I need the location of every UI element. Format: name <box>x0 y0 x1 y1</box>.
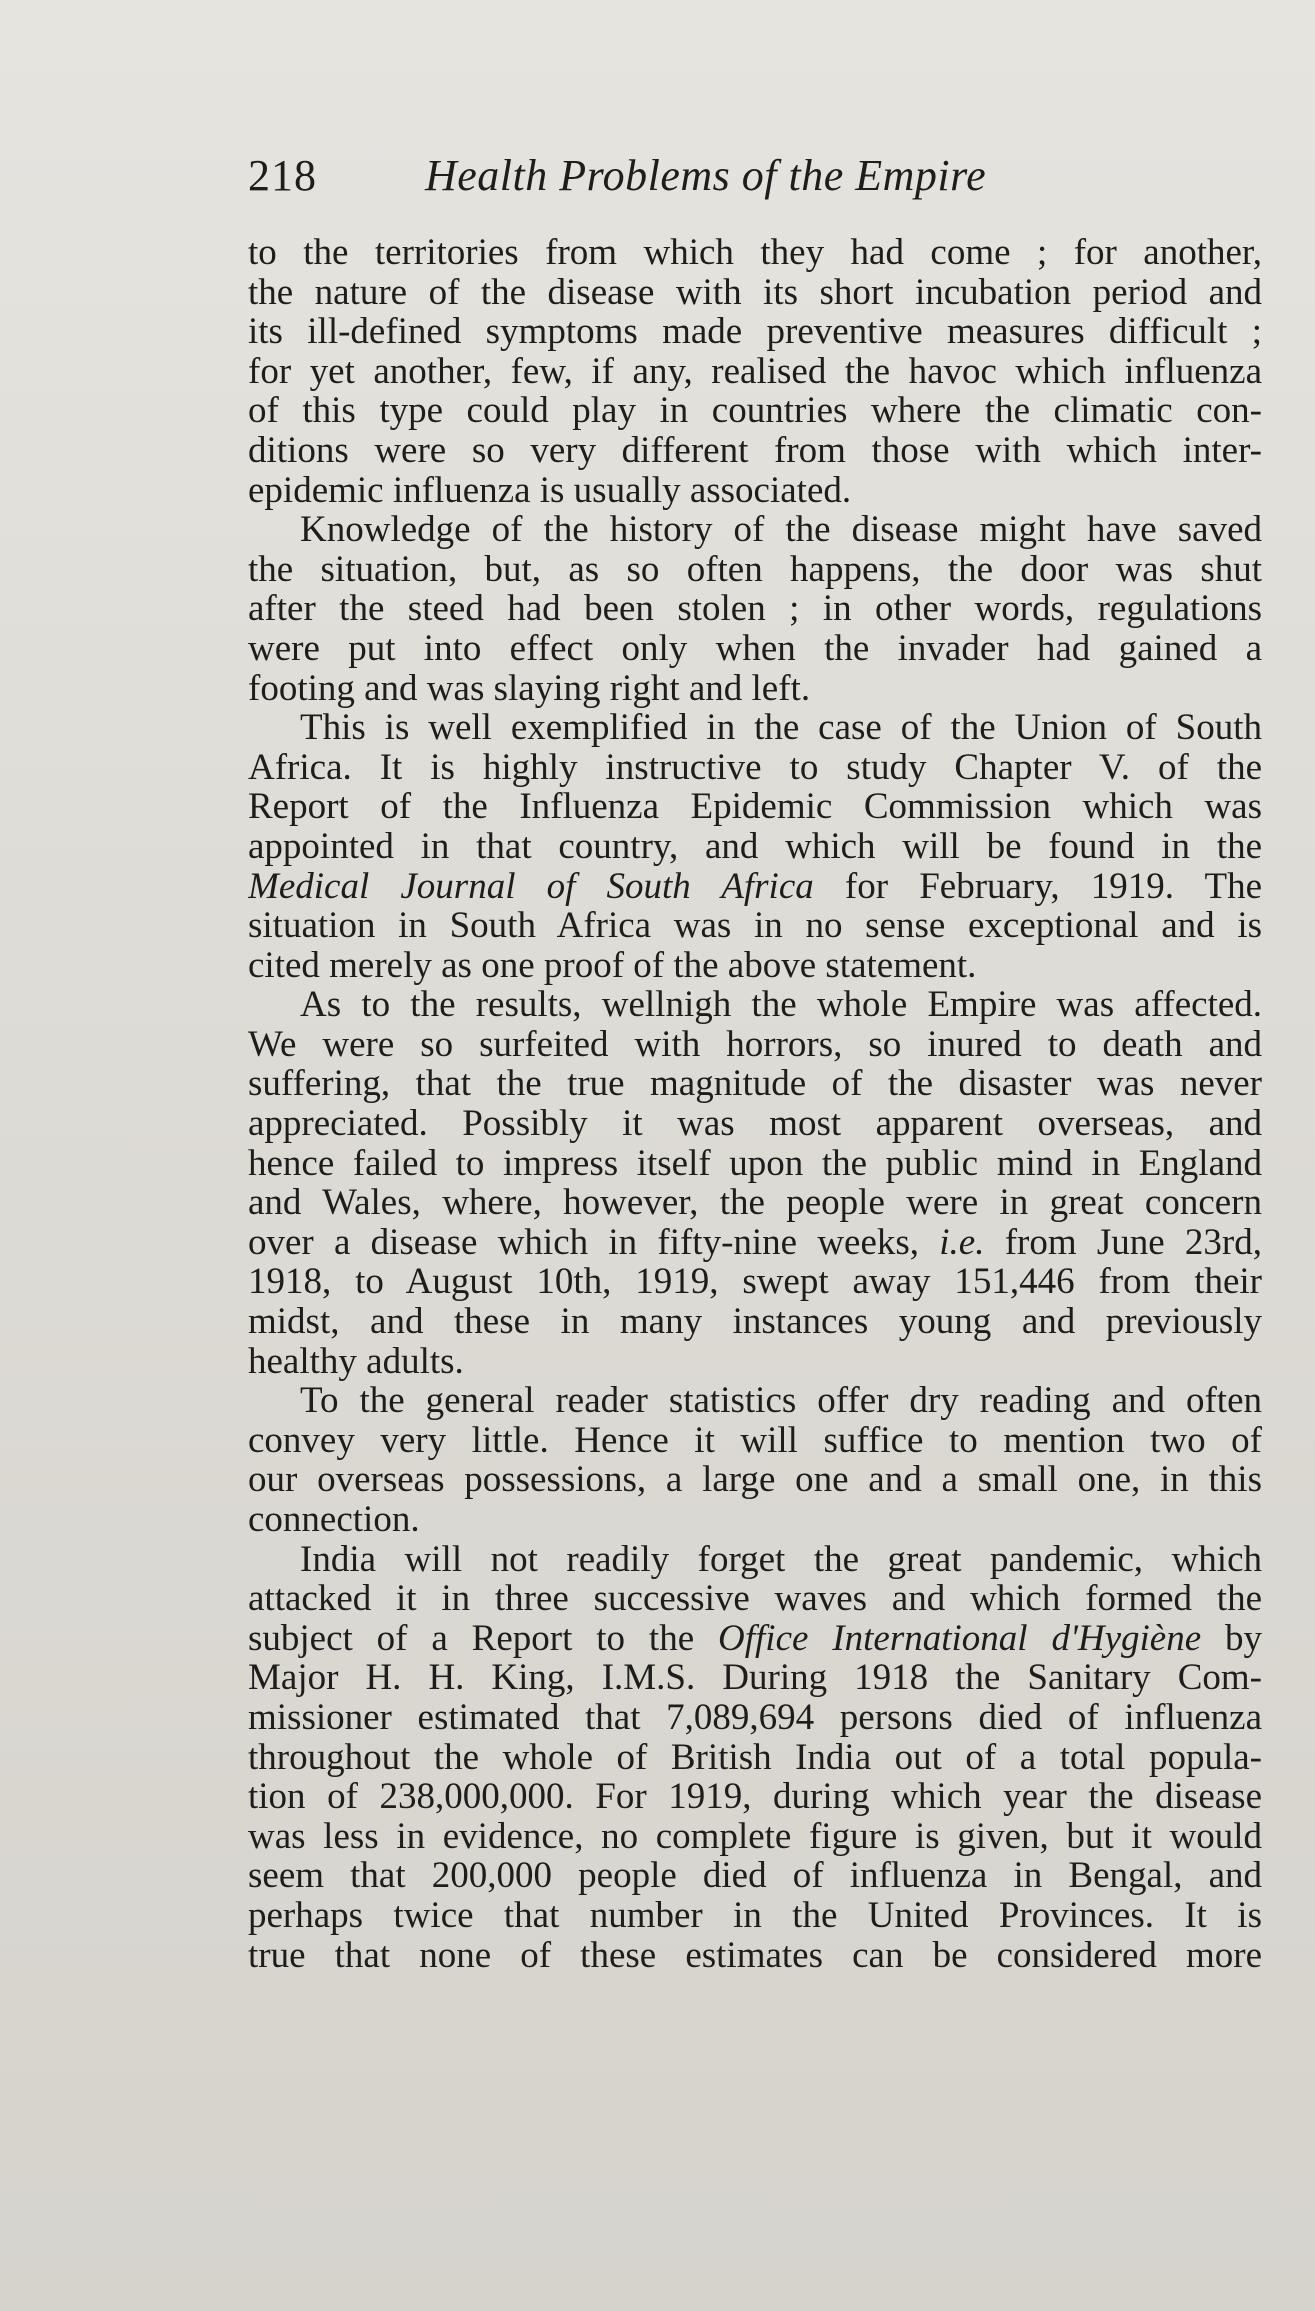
text-segment: attacked it in three successive waves and which formed the <box>248 1579 1262 1619</box>
italic-text: i.e. <box>939 1222 985 1263</box>
text-segment: its ill-defined symptoms made preventive measures difficult ; <box>248 312 1262 352</box>
text-line <box>248 1342 1262 1382</box>
text-segment: hence failed to impress itself upon the public mind in England <box>248 1143 1262 1184</box>
text-line <box>248 629 1262 669</box>
text-segment: true that none of these estimates can be considered more <box>248 1935 1262 1976</box>
text-line <box>248 1738 1262 1778</box>
paragraph <box>248 233 1262 510</box>
text-segment: were put into effect only when the invader had gained a <box>248 628 1262 669</box>
text-line <box>248 1817 1262 1857</box>
text-line <box>248 1698 1262 1738</box>
text-segment: missioner estimated that 7,089,694 persons died of influenza <box>248 1697 1262 1738</box>
text-segment: healthy adults. <box>248 1341 464 1382</box>
text-segment: epidemic influenza is usually associated. <box>248 470 852 511</box>
text-segment: was less in evidence, no complete figure is given, but it would <box>248 1816 1262 1857</box>
text-segment: This is well exemplified in the case of the Union of South <box>300 708 1262 748</box>
text-line <box>248 708 1262 748</box>
text-segment: India will not readily forget the great pandemic, which <box>300 1539 1262 1580</box>
text-line <box>248 1619 1262 1659</box>
text-segment: from June 23rd, <box>984 1222 1262 1263</box>
italic-text: Office International d'Hygiène <box>718 1618 1202 1659</box>
text-line <box>248 1064 1262 1104</box>
text-line <box>248 233 1262 273</box>
text-line <box>248 1104 1262 1144</box>
paragraph <box>248 510 1262 708</box>
text-segment: perhaps twice that number in the United Provinces. It is <box>248 1895 1262 1936</box>
text-segment: of this type could play in countries where the climatic con- <box>248 391 1262 431</box>
text-line <box>248 1302 1262 1342</box>
text-line <box>248 1777 1262 1817</box>
text-line <box>248 1540 1262 1580</box>
paragraph <box>248 1540 1262 1976</box>
text-segment: As to the results, wellnigh the whole Empire was affected. <box>300 985 1262 1025</box>
text-line <box>248 1936 1262 1976</box>
text-segment: 1918, to August 10th, 1919, swept away 151,446 from their <box>248 1262 1262 1303</box>
text-segment: by <box>1201 1618 1262 1659</box>
text-line <box>248 669 1262 709</box>
text-segment: over a disease which in fifty-nine weeks, <box>248 1222 940 1263</box>
text-segment: for February, 1919. The <box>813 866 1262 907</box>
text-segment: for yet another, few, if any, realised the havoc which influenza <box>248 351 1262 392</box>
text-line <box>248 471 1262 511</box>
text-line <box>248 1421 1262 1461</box>
text-line <box>248 1223 1262 1263</box>
text-line <box>248 312 1262 352</box>
text-line <box>248 352 1262 392</box>
text-segment: after the steed had been stolen ; in other words, regulations <box>248 589 1262 629</box>
text-line <box>248 431 1262 471</box>
text-segment: the nature of the disease with its short incubation period and <box>248 272 1262 313</box>
text-segment: our overseas possessions, a large one and a small one, in this <box>248 1460 1262 1500</box>
text-line <box>248 867 1262 907</box>
text-line <box>248 273 1262 313</box>
running-title: Health Problems of the Empire <box>425 151 987 200</box>
text-line <box>248 1460 1262 1500</box>
text-line <box>248 827 1262 867</box>
text-segment: ditions were so very different from those with which inter- <box>248 430 1262 471</box>
text-line <box>248 985 1262 1025</box>
paragraph <box>248 708 1262 985</box>
text-segment: suffering, that the true magnitude of the disaster was never <box>248 1064 1262 1105</box>
text-segment: subject of a Report to the <box>248 1618 719 1659</box>
text-segment: Knowledge of the history of the disease might have saved <box>300 510 1262 550</box>
text-line <box>248 1658 1262 1698</box>
running-head <box>248 150 1078 230</box>
text-segment: appointed in that country, and which will be found in the <box>248 826 1262 867</box>
text-segment: appreciated. Possibly it was most apparent overseas, and <box>248 1104 1262 1144</box>
text-line <box>248 1500 1262 1540</box>
text-line <box>248 550 1262 590</box>
text-segment: and Wales, where, however, the people were in great concern <box>248 1183 1262 1223</box>
text-line <box>248 391 1262 431</box>
body-text <box>248 233 1262 1975</box>
text-segment: Africa. It is highly instructive to study Chapter V. of the <box>248 747 1262 788</box>
text-line <box>248 589 1262 629</box>
text-line <box>248 906 1262 946</box>
text-line <box>248 1381 1262 1421</box>
text-line <box>248 1579 1262 1619</box>
text-segment: Major H. H. King, I.M.S. During 1918 the Sanitary Com- <box>248 1658 1262 1698</box>
text-line <box>248 1856 1262 1896</box>
text-line <box>248 1896 1262 1936</box>
page-number: 218 <box>248 151 317 200</box>
paragraph <box>248 1381 1262 1539</box>
text-segment: convey very little. Hence it will suffice to mention two of <box>248 1420 1262 1461</box>
paragraph <box>248 985 1262 1381</box>
text-segment: To the general reader statistics offer dry reading and often <box>300 1381 1262 1421</box>
text-segment: We were so surfeited with horrors, so inured to death and <box>248 1024 1262 1065</box>
text-segment: connection. <box>248 1500 420 1540</box>
text-line <box>248 1025 1262 1065</box>
text-segment: footing and was slaying right and left. <box>248 668 811 709</box>
text-line <box>248 787 1262 827</box>
text-segment: to the territories from which they had come ; for another, <box>248 233 1262 273</box>
text-segment: seem that 200,000 people died of influenza in Bengal, and <box>248 1856 1262 1896</box>
text-line <box>248 1262 1262 1302</box>
text-segment: cited merely as one proof of the above statement. <box>248 945 977 986</box>
text-segment: throughout the whole of British India out of a total popula- <box>248 1737 1262 1778</box>
text-line <box>248 1144 1262 1184</box>
text-line <box>248 510 1262 550</box>
text-segment: midst, and these in many instances young and previously <box>248 1302 1262 1342</box>
text-line <box>248 748 1262 788</box>
text-segment: situation in South Africa was in no sense exceptional and is <box>248 906 1262 946</box>
text-segment: the situation, but, as so often happens, the door was shut <box>248 549 1262 590</box>
text-segment: tion of 238,000,000. For 1919, during which year the disease <box>248 1777 1262 1817</box>
text-line <box>248 946 1262 986</box>
text-line <box>248 1183 1262 1223</box>
italic-text: Medical Journal of South Africa <box>248 866 814 907</box>
text-segment: Report of the Influenza Epidemic Commission which was <box>248 787 1262 827</box>
